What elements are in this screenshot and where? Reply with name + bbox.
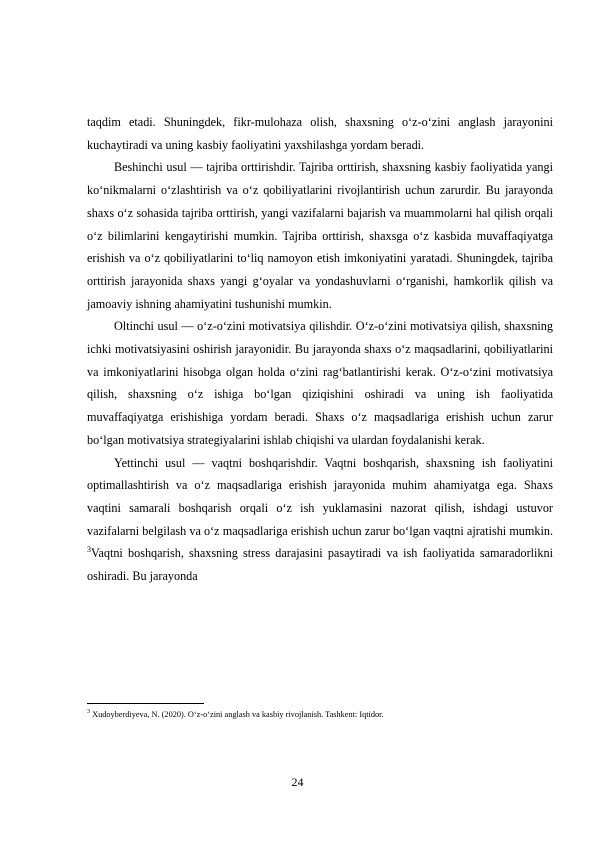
page-number: 24 bbox=[291, 775, 304, 789]
paragraph-sixth-method: Oltinchi usul — o‘z-o‘zini motivatsiya qilishdir. O‘z-o‘zini motivatsiya qilish, shaxsning ichki motivatsiyasini oshirish jarayonidir. Bu jarayonda shaxs o‘z maqsadlarini, qobiliyatlarini va imkoniyatlarini hisobga olgan holda o‘zini rag‘batlantirishi kerak. O‘z-o‘zini motivatsiya qilish, shaxsning o‘z ishiga bo‘lgan qiziqishini oshiradi va uning ish faoliyatida muvaffaqiyatga erishishiga yordam beradi. Shaxs o‘z maqsadlariga erishish uchun zarur bo‘lgan motivatsiya strategiyalarini ishlab chiqishi va ulardan foydalanishi kerak. bbox=[87, 319, 553, 447]
footnote-divider bbox=[87, 703, 204, 704]
paragraph-seventh-text: Yettinchi usul — vaqtni boshqarishdir. Vaqtni boshqarish, shaxsning ish faoliyatini optimallashtirish va o‘z maqsadlariga erishish jarayonida muhim ahamiyatga ega. Shaxs vaqtini samarali boshqarish orqali o‘z ish yuklamasini nazorat qilish, ishdagi ustuvor vazifalarni belgilash va o‘z maqsadlariga erishish uchun zarur bo‘lgan vaqtni ajratishi mumkin. bbox=[87, 455, 553, 538]
footnote-reference-mark: 3 bbox=[87, 545, 91, 555]
paragraph-continuation: taqdim etadi. Shuningdek, fikr-mulohaza olish, shaxsning o‘z-o‘zini anglash jarayonini kuchaytiradi va uning kasbiy faoliyatini yaxshilashga yordam beradi. bbox=[87, 115, 553, 152]
footnote bbox=[87, 709, 553, 720]
paragraph-seventh-method bbox=[87, 452, 553, 588]
paragraph-fifth-method: Beshinchi usul — tajriba orttirishdir. Tajriba orttirish, shaxsning kasbiy faoliyatida yangi ko‘nikmalarni o‘zlashtirish va o‘z qobiliyatlarini rivojlantirish uchun zarurdir. Bu jarayonda shaxs o‘z sohasida tajriba orttirish, yangi vazifalarni bajarish va muammolarni hal qilish orqali o‘z bilimlarini kengaytirishi mumkin. Tajriba orttirish, shaxsga o‘z kasbida muvaffaqiyatga erishish va o‘z qobiliyatlarini to‘liq namoyon etish imkoniyatini yaratadi. Shuningdek, tajriba orttirish jarayonida shaxs yangi g‘oyalar va yondashuvlarni o‘rganishi, hamkorlik qilish va jamoaviy ishning ahamiyatini tushunishi mumkin. bbox=[87, 160, 553, 311]
page-body bbox=[87, 111, 553, 588]
paragraph-seventh-text-after: Vaqtni boshqarish, shaxsning stress darajasini pasaytiradi va ish faoliyatida samaradorlikni oshiradi. Bu jarayonda bbox=[87, 546, 553, 584]
footnote-mark: 3 bbox=[87, 709, 90, 716]
footnote-text: Xudoyberdiyeva, N. (2020). O‘z-o‘zini anglash va kasbiy rivojlanish. Tashkent: Iqtidor. bbox=[92, 710, 384, 719]
